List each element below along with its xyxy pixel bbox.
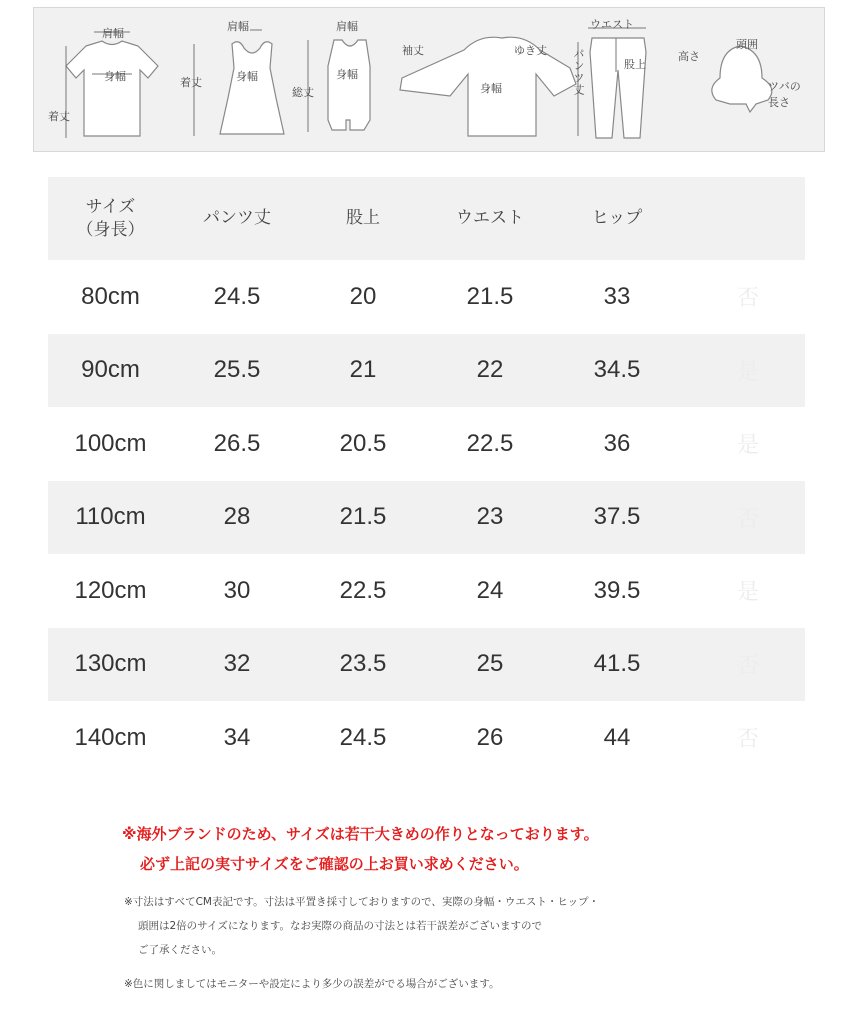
cell-rise: 21 (349, 356, 377, 384)
pants-icon (590, 38, 646, 138)
cell-hip: 33 (603, 282, 631, 310)
table-header (48, 177, 805, 260)
tshirt-bodywidth-label: 身幅 (104, 70, 126, 83)
jacket-bodywidth-label: 身幅 (480, 82, 502, 95)
dress-length-label: 着丈 (180, 76, 202, 89)
cell-hip: 37.5 (593, 503, 641, 531)
cell-size: 110cm (75, 503, 146, 531)
hat-brim-label-2: 長さ (768, 96, 790, 109)
measurement-guide (33, 7, 825, 152)
cell-rise: 20 (349, 282, 377, 310)
cell-waist: 26 (476, 723, 504, 751)
pants-rise-label: 股上 (624, 58, 646, 71)
pants-length-label: パンツ丈 (572, 48, 585, 96)
romper-bodywidth-label: 身幅 (336, 68, 358, 81)
cell-size: 130cm (74, 650, 147, 678)
note-line-2: 頭囲は2倍のサイズになります。なお実際の商品の寸法とは若干誤差がございますので (138, 920, 542, 932)
romper-totallength-label: 総丈 (292, 86, 314, 99)
table-row (48, 407, 805, 481)
cell-pants-length: 34 (223, 723, 251, 751)
hat-height-label: 高さ (678, 50, 700, 63)
cell-rise: 22.5 (339, 576, 387, 604)
hat-brim-label: ツバの (768, 80, 801, 93)
table-row (48, 481, 805, 555)
cell-pants-length: 24.5 (213, 282, 261, 310)
dress-bodywidth-label: 身幅 (236, 70, 258, 83)
dress-shoulder-label: 肩幅 (227, 20, 249, 33)
header-pants-length: パンツ丈 (203, 208, 271, 229)
garment-illustrations (34, 8, 824, 151)
header-waist: ウエスト (456, 208, 524, 229)
cell-pants-length: 28 (223, 503, 251, 531)
tshirt-length-label: 着丈 (48, 110, 70, 123)
cell-pants-length: 26.5 (213, 429, 261, 457)
header-rise: 股上 (346, 208, 380, 229)
cell-rise: 23.5 (339, 650, 387, 678)
tshirt-shoulder-label: 肩幅 (102, 27, 124, 40)
table-row (48, 260, 805, 334)
header-size (48, 177, 173, 260)
note-line-3: ご了承ください。 (138, 944, 222, 956)
cell-rise: 20.5 (339, 429, 387, 457)
cell-size: 90cm (81, 356, 140, 384)
faint-mark: 是 (736, 359, 759, 385)
faint-mark: 否 (736, 727, 759, 753)
cell-size: 100cm (74, 429, 147, 457)
jacket-yuki-label: ゆき丈 (514, 44, 547, 57)
header-hip: ヒップ (591, 208, 643, 229)
cell-rise: 21.5 (339, 503, 387, 531)
jacket-sleeve-label: 袖丈 (402, 44, 424, 57)
romper-shoulder-label: 肩幅 (336, 20, 358, 33)
cell-hip: 36 (603, 429, 631, 457)
notice-line-1: ※海外ブランドのため、サイズは若干大きめの作りとなっております。 (122, 825, 599, 843)
cell-waist: 21.5 (466, 282, 514, 310)
cell-waist: 25 (476, 650, 504, 678)
cell-waist: 23 (476, 503, 504, 531)
cell-waist: 22 (476, 356, 504, 384)
romper-icon (328, 40, 370, 130)
faint-mark: 否 (736, 506, 759, 532)
pants-waist-label: ウエスト (590, 18, 634, 31)
cell-hip: 41.5 (593, 650, 641, 678)
cell-pants-length: 30 (223, 576, 251, 604)
cell-pants-length: 25.5 (213, 356, 261, 384)
cell-hip: 39.5 (593, 576, 641, 604)
cell-size: 140cm (74, 723, 147, 751)
cell-hip: 34.5 (593, 356, 641, 384)
cell-pants-length: 32 (223, 650, 251, 678)
cell-size: 120cm (74, 576, 147, 604)
hat-headcirc-label: 頭囲 (736, 38, 758, 51)
cell-size: 80cm (81, 282, 140, 310)
table-row (48, 628, 805, 702)
table-row (48, 554, 805, 628)
hat-icon (712, 46, 772, 112)
header-size-sub: （身長） (76, 219, 145, 240)
table-row (48, 701, 805, 775)
header-size-label: サイズ (85, 197, 136, 218)
table-row (48, 334, 805, 408)
cell-rise: 24.5 (339, 723, 387, 751)
notice-line-2: 必ず上記の実寸サイズをご確認の上お買い求めください。 (140, 855, 529, 873)
faint-mark: 否 (736, 286, 759, 312)
tshirt-icon (66, 41, 158, 136)
faint-mark: 是 (736, 433, 759, 459)
faint-mark: 否 (736, 653, 759, 679)
size-table (48, 177, 805, 775)
cell-waist: 24 (476, 576, 504, 604)
cell-hip: 44 (603, 723, 631, 751)
note-line-4: ※色に関しましてはモニターや設定により多少の誤差がでる場合がございます。 (124, 978, 500, 990)
note-line-1: ※寸法はすべてCM表記です。寸法は平置き採寸しておりますので、実際の身幅・ウエスト・ヒップ・ (124, 896, 600, 908)
dress-icon (220, 42, 284, 134)
faint-mark: 是 (736, 580, 759, 606)
cell-waist: 22.5 (466, 429, 514, 457)
